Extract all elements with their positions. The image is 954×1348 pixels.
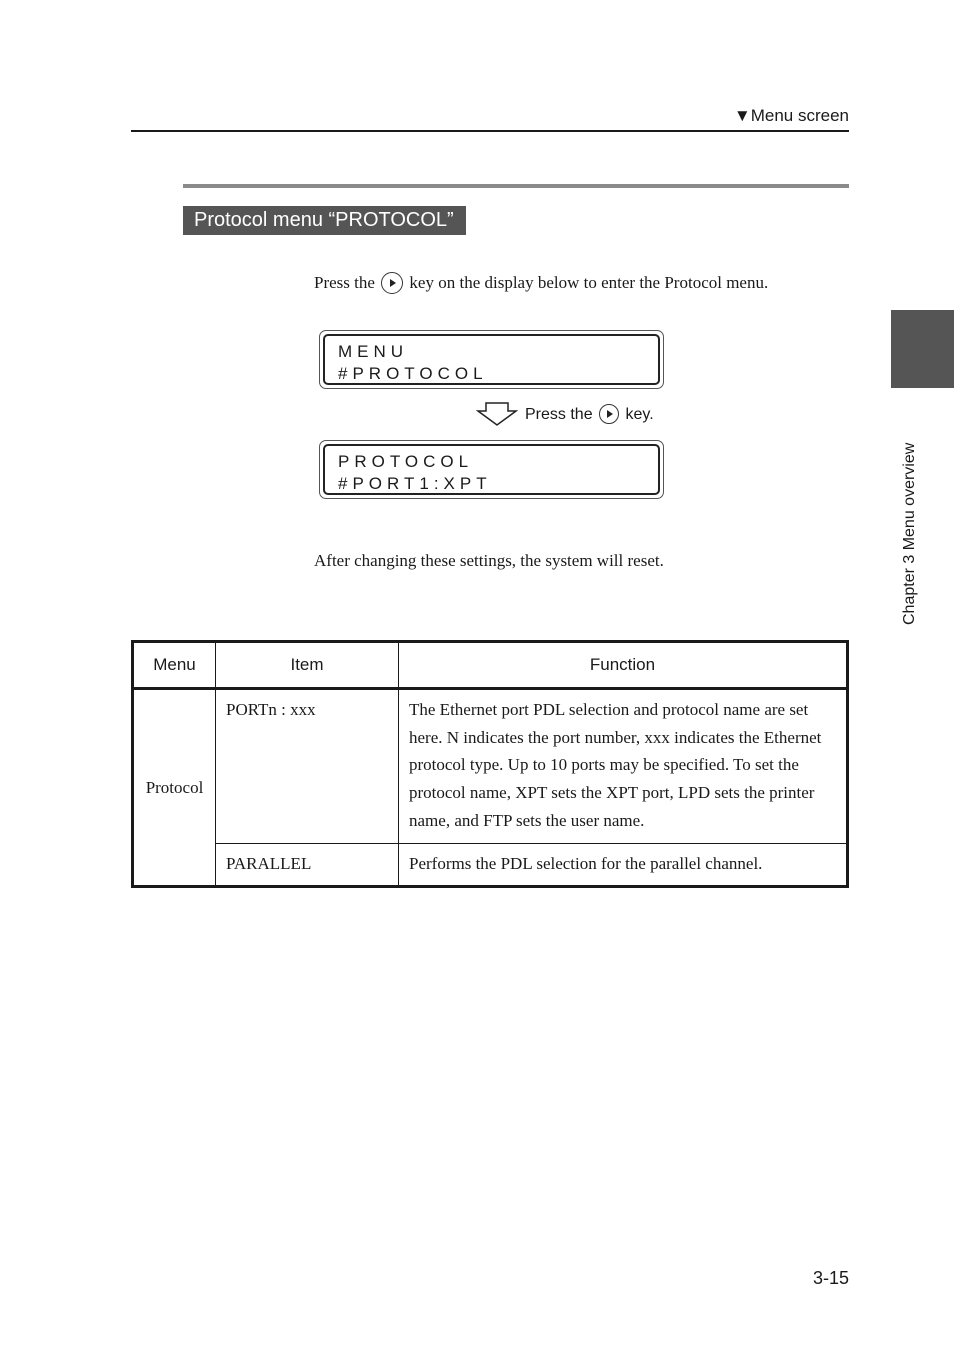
- lcd-line-1: MENU: [338, 342, 409, 361]
- intro-after-key: key on the display below to enter the Protocol menu.: [409, 273, 769, 292]
- chapter-tab: [891, 310, 954, 388]
- reset-note: After changing these settings, the system will reset.: [314, 551, 664, 570]
- right-arrow-key-icon: [381, 272, 403, 294]
- header-menu: Menu: [133, 642, 216, 689]
- lcd-line-2: #PORT1:XPT: [338, 474, 492, 493]
- function-cell: Performs the PDL selection for the parallel channel.: [399, 843, 848, 887]
- running-header-label: Menu screen: [750, 106, 849, 125]
- item-cell: PARALLEL: [216, 843, 399, 887]
- intro-text: [314, 270, 768, 296]
- triangle-down-icon: ▼: [733, 106, 751, 125]
- table-row: [133, 689, 848, 844]
- table-row: [133, 843, 848, 887]
- header-item: Item: [216, 642, 399, 689]
- function-cell: The Ethernet port PDL selection and protocol name are set here. N indicates the port number, xxx indicates the Ethernet protocol type. Up to 10 ports may be specified. To set the protocol name, XPT sets the XPT port, LPD sets the printer name, and FTP sets the user name.: [399, 689, 848, 844]
- table-header-row: [133, 642, 848, 689]
- section-title: Protocol menu “PROTOCOL”: [183, 206, 466, 235]
- header-function: Function: [399, 642, 848, 689]
- lcd-line-2: #PROTOCOL: [338, 364, 488, 383]
- right-arrow-key-icon: [599, 404, 619, 424]
- running-header: [734, 106, 849, 126]
- protocol-menu-table: [131, 640, 849, 888]
- intro-before-key: Press the: [314, 273, 375, 292]
- lcd-line-1: PROTOCOL: [338, 452, 474, 471]
- lcd-display-protocol: [319, 440, 664, 499]
- chapter-label: Chapter 3 Menu overview: [901, 442, 918, 625]
- page-number: 3-15: [812, 1268, 849, 1288]
- menu-cell: Protocol: [133, 689, 216, 887]
- item-cell: PORTn : xxx: [216, 689, 399, 844]
- step-instruction: [525, 403, 654, 427]
- step-after-key: key.: [625, 406, 654, 423]
- lcd-display-menu: [319, 330, 664, 389]
- down-arrow-icon: [476, 402, 518, 426]
- step-before-key: Press the: [525, 406, 593, 423]
- header-rule: [131, 130, 849, 132]
- section-rule: [183, 184, 849, 188]
